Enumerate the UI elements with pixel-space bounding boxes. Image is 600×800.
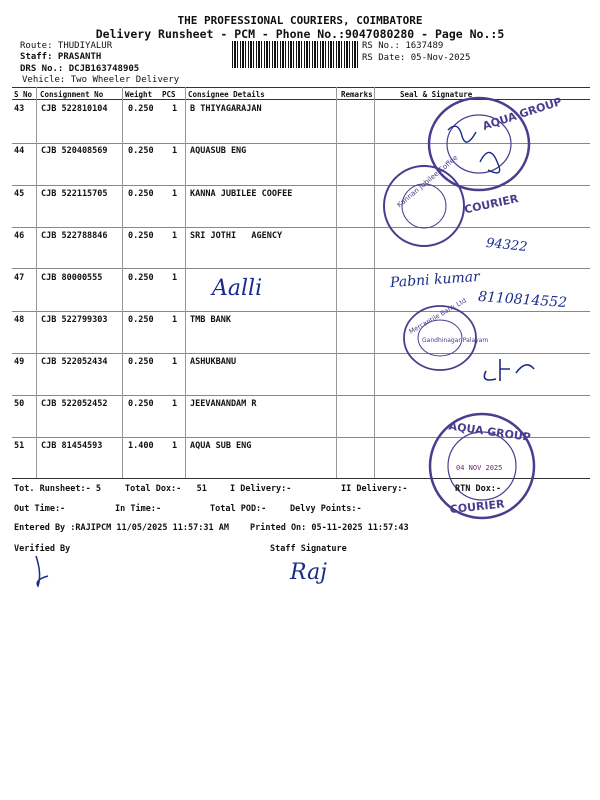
- row-sno: 51: [14, 441, 25, 451]
- row-consignment: CJB 522810104: [41, 104, 108, 114]
- row-sno: 45: [14, 189, 25, 199]
- col-header-seal: Seal & Signature: [400, 90, 473, 99]
- row-sno: 48: [14, 315, 25, 325]
- row47-signature: Aalli: [212, 276, 263, 301]
- row-divider: [12, 268, 590, 269]
- row-consignee: ASHUKBANU: [190, 357, 237, 367]
- handwritten-phone-partial: 94322: [485, 235, 529, 256]
- col-header-weight: Weight: [125, 90, 153, 99]
- col-divider: [185, 87, 186, 478]
- row-divider: [12, 227, 590, 228]
- row-weight: 0.250: [128, 189, 154, 199]
- col-header-pcs: PCS: [162, 90, 176, 99]
- row-pcs: 1: [172, 231, 178, 241]
- stamp-courier-text: COURIER: [449, 497, 506, 517]
- entered-by: Entered By :RAJIPCM 11/05/2025 11:57:31 AM: [14, 523, 229, 533]
- row-sno: 49: [14, 357, 25, 367]
- rs-date: RS Date: 05-Nov-2025: [362, 53, 471, 63]
- printed-on: Printed On: 05-11-2025 11:57:43: [250, 523, 409, 533]
- delivery-points: Delvy Points:-: [290, 504, 362, 514]
- row-consignee: AQUASUB ENG: [190, 146, 247, 156]
- row-sno: 47: [14, 273, 25, 283]
- in-time: In Time:-: [115, 504, 162, 514]
- row-pcs: 1: [172, 146, 178, 156]
- rs-number: RS No.: 1637489: [362, 41, 444, 51]
- row-sno: 50: [14, 399, 25, 409]
- col-divider: [122, 87, 123, 478]
- stamp-aqua-group-text: AQUA GROUP: [480, 94, 564, 133]
- row-weight: 1.400: [128, 441, 154, 451]
- row-pcs: 1: [172, 104, 178, 114]
- row-sno: 46: [14, 231, 25, 241]
- route-text: Route: THUDIYALUR: [20, 41, 113, 51]
- row-pcs: 1: [172, 189, 178, 199]
- total-dox: Total Dox:- 51: [125, 484, 207, 494]
- col-header-consignment: Consignment No: [40, 90, 104, 99]
- row-consignment: CJB 80000555: [41, 273, 103, 283]
- row-sno: 44: [14, 146, 25, 156]
- row-consignment: CJB 81454593: [41, 441, 103, 451]
- stamp-bank-text: Mercantile Bank Ltd: [407, 296, 468, 336]
- row-consignee: TMB BANK: [190, 315, 231, 325]
- row-consignee: B THIYAGARAJAN: [190, 104, 262, 114]
- barcode: [232, 41, 358, 68]
- stamp-date-text: 04 NOV 2025: [456, 464, 503, 472]
- staff-text: Staff: PRASANTH: [20, 52, 102, 62]
- row-pcs: 1: [172, 441, 178, 451]
- i-delivery: I Delivery:-: [230, 484, 292, 494]
- total-runsheet: Tot. Runsheet:- 5: [14, 484, 101, 494]
- row-consignment: CJB 522799303: [41, 315, 108, 325]
- row-pcs: 1: [172, 399, 178, 409]
- row-pcs: 1: [172, 273, 178, 283]
- staff-signature-label: Staff Signature: [270, 544, 347, 554]
- row-sno: 43: [14, 104, 25, 114]
- runsheet-title: Delivery Runsheet - PCM - Phone No.:9047080280 - Page No.:5: [95, 27, 505, 41]
- stamp-branch-text: Gandhinagar Palayam: [422, 337, 489, 344]
- row-divider: [12, 311, 590, 312]
- row-consignment: CJB 522052434: [41, 357, 108, 367]
- courier-stamp-top: [460, 190, 540, 220]
- signature-scribble: [480, 355, 540, 385]
- signature-scribble: [440, 112, 520, 192]
- verifier-signature: [26, 554, 66, 594]
- col-divider: [36, 87, 37, 478]
- col-header-consignee: Consignee Details: [188, 90, 265, 99]
- col-header-remarks: Remarks: [341, 90, 373, 99]
- row-divider: [12, 395, 590, 396]
- row-weight: 0.250: [128, 231, 154, 241]
- col-divider: [374, 87, 375, 478]
- row-weight: 0.250: [128, 315, 154, 325]
- row-divider: [12, 353, 590, 354]
- rtn-dox: RTN Dox:-: [455, 484, 502, 494]
- table-top-rule: [12, 87, 590, 88]
- row-consignee: JEEVANANDAM R: [190, 399, 257, 409]
- stamp-aqua-group-text: AQUA GROUP: [447, 419, 532, 445]
- row-consignee: KANNA JUBILEE COOFEE: [190, 189, 293, 199]
- bank-stamp: [398, 296, 489, 382]
- row-pcs: 1: [172, 357, 178, 367]
- staff-signature: Raj: [290, 560, 328, 585]
- stamp-kannan-text: Kannan Jubilee Coffee: [395, 153, 460, 210]
- row-pcs: 1: [172, 315, 178, 325]
- row-weight: 0.250: [128, 146, 154, 156]
- row-consignee: SRI JOTHI AGENCY: [190, 231, 283, 241]
- company-title: THE PROFESSIONAL COURIERS, COIMBATORE: [177, 14, 423, 27]
- drs-number: DRS No.: DCJB163748905: [20, 64, 140, 74]
- handwritten-phone: 8110814552: [477, 288, 568, 312]
- col-divider: [336, 87, 337, 478]
- row-consignment: CJB 520408569: [41, 146, 108, 156]
- row-consignment: CJB 522115705: [41, 189, 108, 199]
- row-weight: 0.250: [128, 273, 154, 283]
- row-consignment: CJB 522788846: [41, 231, 108, 241]
- total-pod: Total POD:-: [210, 504, 267, 514]
- ii-delivery: II Delivery:-: [341, 484, 408, 494]
- col-header-sno: S No: [14, 90, 33, 99]
- row-consignment: CJB 522052452: [41, 399, 108, 409]
- row-weight: 0.250: [128, 357, 154, 367]
- row-consignee: AQUA SUB ENG: [190, 441, 252, 451]
- handwritten-name: Pabni kumar: [389, 268, 481, 292]
- row-weight: 0.250: [128, 104, 154, 114]
- row-weight: 0.250: [128, 399, 154, 409]
- aqua-courier-stamp: [420, 410, 550, 530]
- vehicle-text: Vehicle: Two Wheeler Delivery: [22, 75, 180, 85]
- verified-by-label: Verified By: [14, 544, 71, 554]
- out-time: Out Time:-: [14, 504, 66, 514]
- stamp-courier-text: COURIER: [463, 192, 520, 217]
